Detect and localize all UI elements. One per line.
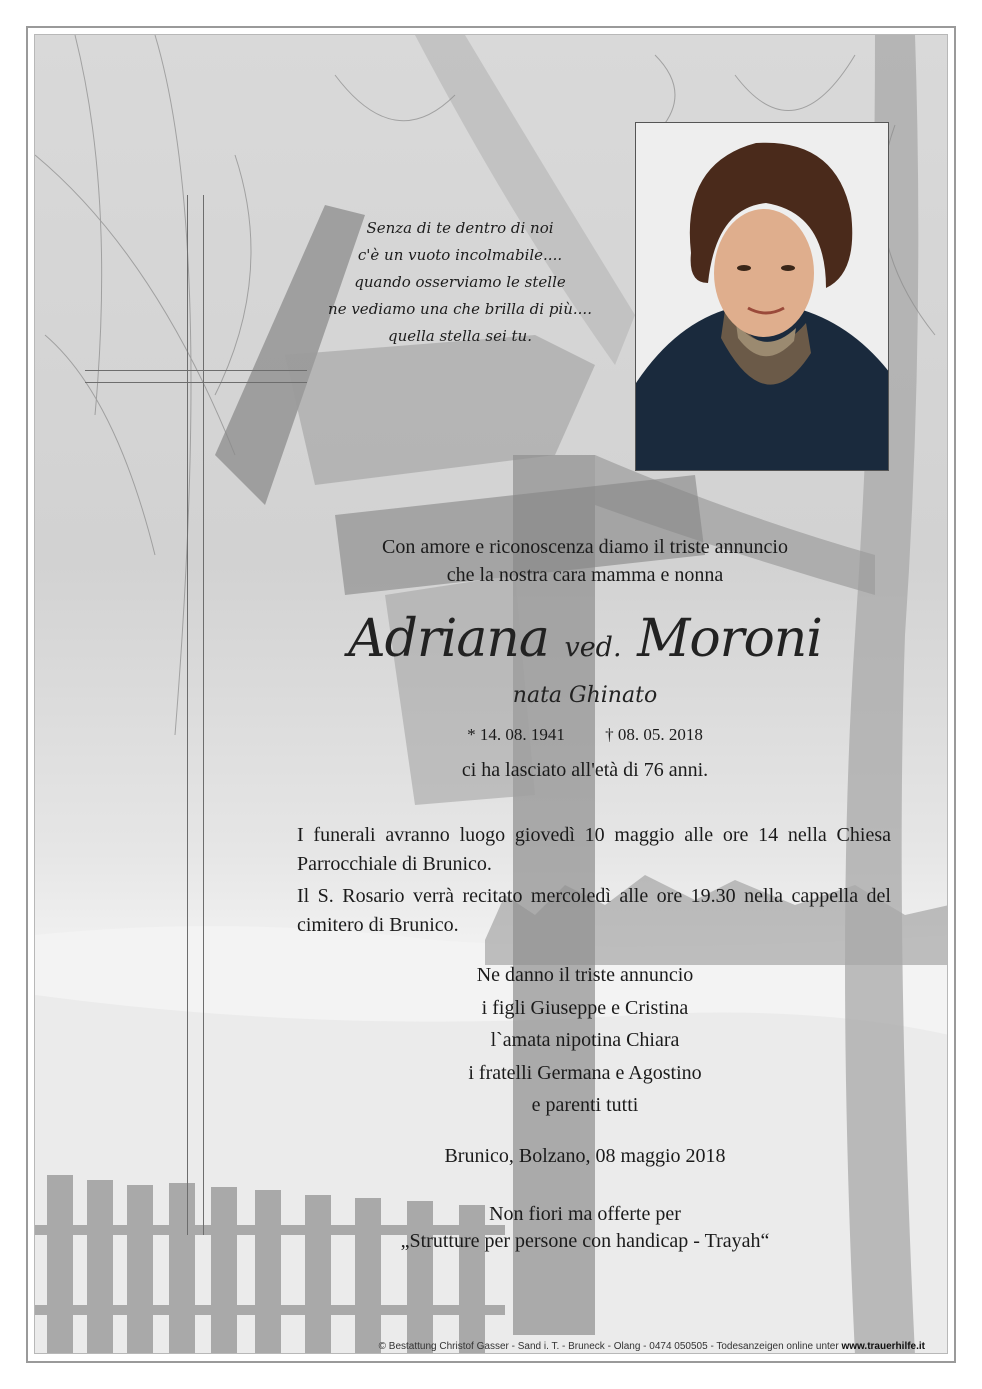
footer-credit xyxy=(95,1341,925,1352)
first-name: Adriana xyxy=(348,609,549,669)
funeral-paragraph: I funerali avranno luogo giovedì 10 maggio alle ore 14 nella Chiesa Parrocchiale di Brunico. xyxy=(297,824,891,875)
donation-line: Non fiori ma offerte per xyxy=(489,1203,681,1225)
verse-line: Senza di te dentro di noi xyxy=(366,219,554,237)
cross-line-horizontal-top xyxy=(85,370,307,371)
life-dates xyxy=(265,725,905,745)
family-line: i fratelli Germana e Agostino xyxy=(468,1061,702,1084)
surname: Moroni xyxy=(637,609,822,669)
intro-line: che la nostra cara mamma e nonna xyxy=(446,564,724,586)
cross-line-horizontal-bottom xyxy=(85,382,307,383)
family-line: i figli Giuseppe e Cristina xyxy=(481,996,689,1019)
cross-line-vertical-right xyxy=(203,195,204,1235)
memorial-verse xyxy=(285,215,635,350)
verse-line: ne vediamo una che brilla di più.... xyxy=(328,300,592,318)
death-date: † 08. 05. 2018 xyxy=(605,725,703,744)
family-mourners xyxy=(265,959,905,1122)
deceased-name xyxy=(265,607,905,680)
donation-line: „Strutture per persone con handicap - Trayah“ xyxy=(400,1230,770,1252)
footer-website-link[interactable]: www.trauerhilfe.it xyxy=(841,1341,925,1352)
obituary-card xyxy=(34,34,948,1354)
birth-date: * 14. 08. 1941 xyxy=(467,725,565,744)
birth-name: nata Ghinato xyxy=(512,683,658,708)
intro-line: Con amore e riconoscenza diamo il triste annuncio xyxy=(382,536,788,558)
portrait-photo xyxy=(635,122,889,471)
footer-text: © Bestattung Christof Gasser - Sand i. T. - Bruneck - Olang - 0474 050505 - Todesanzeigen online unter xyxy=(378,1341,839,1352)
verse-line: quella stella sei tu. xyxy=(388,327,532,345)
family-line: e parenti tutti xyxy=(531,1094,639,1116)
verse-line: c'è un vuoto incolmabile.... xyxy=(357,246,563,264)
verse-line: quando osserviamo le stelle xyxy=(354,273,566,291)
place-and-date: Brunico, Bolzano, 08 maggio 2018 xyxy=(444,1145,726,1167)
age-statement: ci ha lasciato all'età di 76 anni. xyxy=(461,759,709,781)
family-line: l`amata nipotina Chiara xyxy=(490,1029,680,1051)
rosary-paragraph: Il S. Rosario verrà recitato mercoledì alle ore 19.30 nella cappella del cimitero di Brunico. xyxy=(297,885,891,936)
funeral-details xyxy=(297,821,891,943)
family-line: Ne danno il triste annuncio xyxy=(476,964,694,986)
widow-abbreviation: ved. xyxy=(564,632,622,663)
announcement-intro xyxy=(265,533,905,589)
donation-request xyxy=(265,1201,905,1255)
cross-line-vertical-left xyxy=(187,195,188,1235)
